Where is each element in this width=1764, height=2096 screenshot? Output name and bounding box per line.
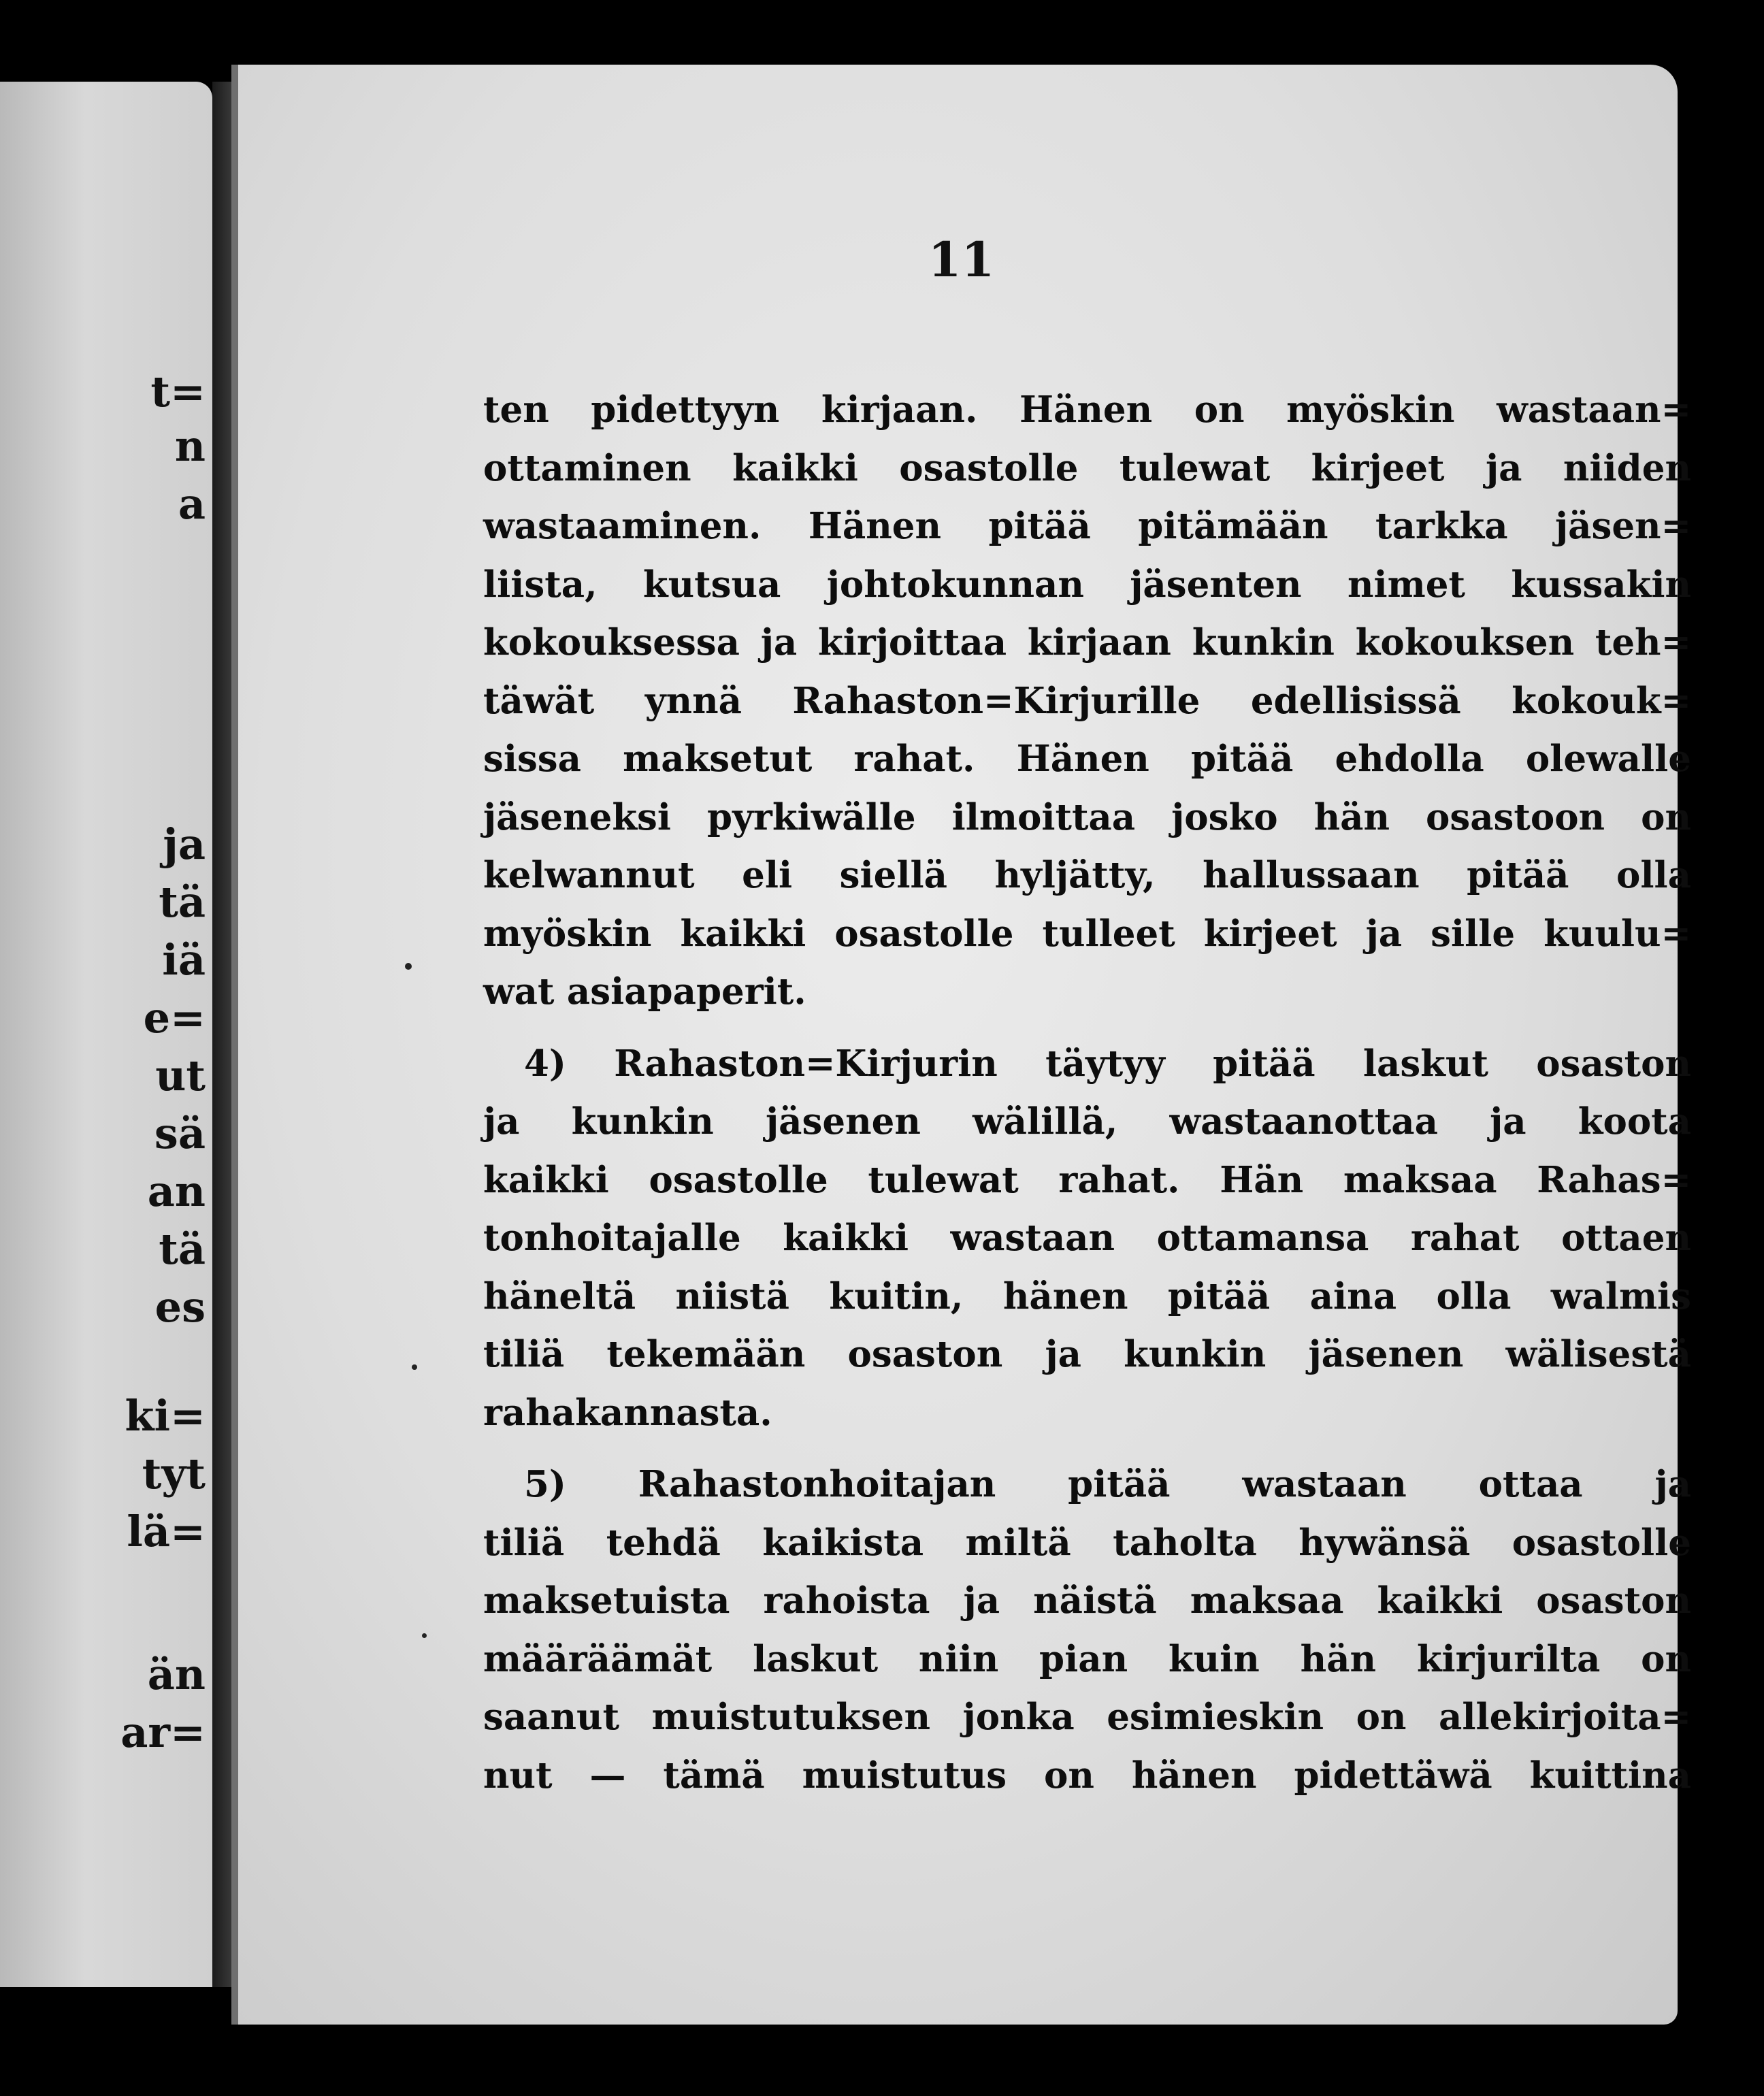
book-gutter: [212, 82, 233, 1987]
paragraph-gap: [483, 1021, 1691, 1035]
previous-page-fragment: tyt: [142, 1449, 206, 1499]
paragraph: [483, 1035, 1691, 1443]
previous-page-fragment: a: [178, 479, 206, 529]
previous-page-fragment: ut: [155, 1051, 206, 1100]
previous-page-edge: [0, 82, 212, 1987]
text-line: sissa maksetut rahat. Hänen pitää ehdolla olewalle: [483, 738, 1691, 780]
text-line: ottaminen kaikki osastolle tulewat kirjeet ja niiden: [483, 446, 1691, 489]
text-line: täwät ynnä Rahaston=Kirjurille edellisissä kokouk=: [483, 679, 1691, 722]
text-line: maksetuista rahoista ja näistä maksaa kaikki osaston: [483, 1579, 1691, 1622]
previous-page-fragment: än: [147, 1650, 206, 1699]
text-line: määräämät laskut niin pian kuin hän kirjurilta on: [483, 1637, 1691, 1680]
text-line: 5) Rahastonhoitajan pitää wastaan ottaa ja: [524, 1463, 1691, 1505]
text-line: myöskin kaikki osastolle tulleet kirjeet ja sille kuulu=: [483, 912, 1691, 955]
text-line: saanut muistutuksen jonka esimieskin on allekirjoita=: [483, 1696, 1691, 1738]
previous-page-fragment: e=: [143, 993, 206, 1043]
text-line: nut — tämä muistutus on hänen pidettäwä kuittina: [483, 1754, 1691, 1797]
text-line: jäseneksi pyrkiwälle ilmoittaa josko hän osastoon on: [483, 796, 1691, 838]
text-line: tiliä tekemään osaston ja kunkin jäsenen wälisestä: [483, 1333, 1691, 1375]
previous-page-fragment: lä=: [127, 1507, 206, 1556]
previous-page-fragment: iä: [162, 935, 206, 985]
previous-page-fragment: tä: [159, 1224, 206, 1274]
text-line: kokouksessa ja kirjoittaa kirjaan kunkin kokouksen teh=: [483, 621, 1691, 664]
previous-page-fragment: ki=: [125, 1391, 206, 1441]
previous-page-fragment: tä: [159, 877, 206, 927]
page: [231, 65, 1691, 2025]
text-line: tiliä tehdä kaikista miltä taholta hywänsä osastolle: [483, 1521, 1691, 1564]
text-line: rahakannasta.: [483, 1391, 772, 1434]
page-number: 11: [928, 231, 995, 288]
text-line: ja kunkin jäsenen wälillä, wastaanottaa ja koota: [483, 1100, 1691, 1143]
previous-page-fragment: t=: [150, 367, 206, 416]
paragraph: [483, 381, 1691, 1021]
paper-speck: [412, 1364, 417, 1370]
paper-speck: [422, 1633, 427, 1638]
paper-speck: [405, 963, 412, 970]
previous-page-fragment: es: [154, 1282, 206, 1332]
previous-page-fragment: n: [174, 421, 206, 471]
text-line: häneltä niistä kuitin, hänen pitää aina olla walmis: [483, 1275, 1691, 1317]
text-line: 4) Rahaston=Kirjurin täytyy pitää laskut osaston: [524, 1042, 1691, 1085]
previous-page-fragment: sä: [154, 1109, 206, 1158]
text-line: kaikki osastolle tulewat rahat. Hän maksaa Rahas=: [483, 1158, 1691, 1201]
text-line: kelwannut eli siellä hyljätty, hallussaan pitää olla: [483, 854, 1691, 896]
text-line: ten pidettyyn kirjaan. Hänen on myöskin wastaan=: [483, 389, 1691, 431]
body-text: [483, 381, 1691, 1805]
text-line: liista, kutsua johtokunnan jäsenten nimet kussakin: [483, 563, 1691, 606]
paragraph-gap: [483, 1442, 1691, 1456]
previous-page-fragment: an: [147, 1166, 206, 1216]
text-line: wat asiapaperit.: [483, 970, 806, 1013]
text-line: wastaaminen. Hänen pitää pitämään tarkka jäsen=: [483, 505, 1691, 547]
paragraph: [483, 1456, 1691, 1805]
previous-page-fragment: ar=: [120, 1707, 206, 1757]
previous-page-fragment: ja: [163, 819, 206, 869]
text-line: tonhoitajalle kaikki wastaan ottamansa rahat ottaen: [483, 1217, 1691, 1259]
